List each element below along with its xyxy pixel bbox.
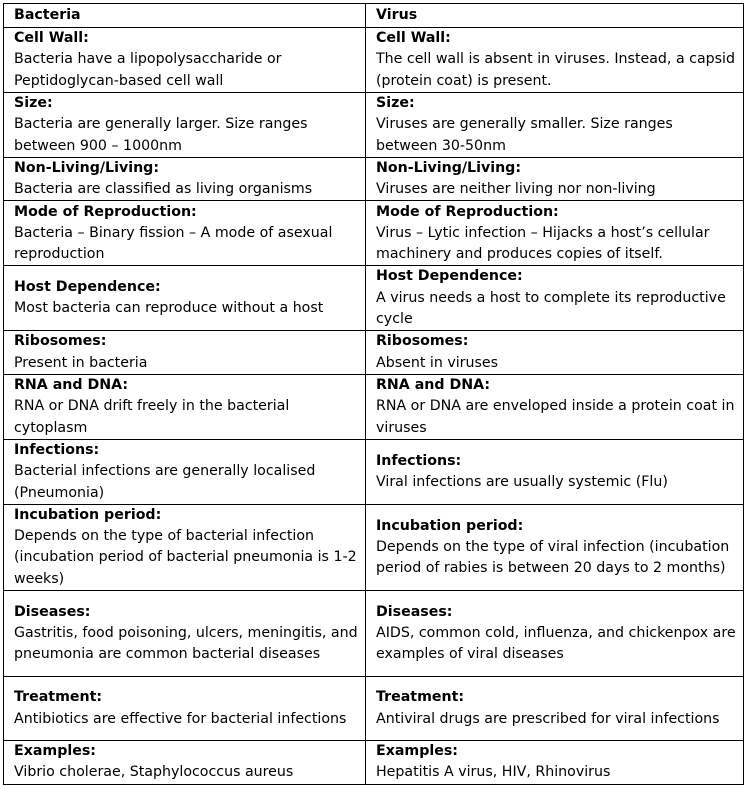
virus-cell — [366, 28, 744, 93]
row-text: Viruses are neither living nor non-living — [376, 181, 656, 198]
row-text: Present in bacteria — [14, 354, 148, 371]
header-virus: Virus — [366, 4, 744, 28]
row-text: RNA or DNA drift freely in the bacterial cytoplasm — [14, 398, 290, 436]
bacteria-cell — [4, 93, 366, 158]
table-row — [4, 28, 744, 93]
row-label: Examples: — [376, 743, 458, 760]
row-label: Cell Wall: — [14, 30, 89, 47]
virus-cell — [366, 374, 744, 439]
virus-cell — [366, 591, 744, 677]
table-row — [4, 157, 744, 201]
comparison-table-wrapper — [3, 3, 744, 785]
row-text: Antibiotics are effective for bacterial infections — [14, 710, 347, 727]
row-label: Treatment: — [14, 689, 103, 706]
table-row — [4, 439, 744, 504]
row-text: Bacteria – Binary fission – A mode of asexual reproduction — [14, 224, 333, 263]
table-row — [4, 331, 744, 375]
row-label: Cell Wall: — [376, 30, 451, 47]
bacteria-cell — [4, 374, 366, 439]
row-text: Bacteria are classified as living organisms — [14, 181, 313, 198]
row-label: Host Dependence: — [14, 279, 161, 296]
row-label: RNA and DNA: — [376, 376, 491, 393]
row-label: Infections: — [14, 441, 100, 458]
virus-cell — [366, 266, 744, 331]
bacteria-cell — [4, 28, 366, 93]
table-row — [4, 266, 744, 331]
table-row — [4, 504, 744, 590]
bacteria-cell — [4, 266, 366, 331]
row-label: Ribosomes: — [14, 333, 107, 350]
table-row — [4, 201, 744, 266]
row-label: Host Dependence: — [376, 268, 523, 285]
row-text: RNA or DNA are enveloped inside a protein coat in viruses — [376, 398, 735, 436]
row-text: Virus – Lytic infection – Hijacks a host’s cellular machinery and produces copies of itself. — [376, 224, 710, 263]
row-label: Mode of Reproduction: — [376, 203, 559, 220]
row-label: Mode of Reproduction: — [14, 203, 197, 220]
header-row — [4, 4, 744, 28]
virus-cell — [366, 93, 744, 158]
bacteria-cell — [4, 741, 366, 785]
row-text: The cell wall is absent in viruses. Instead, a capsid (protein coat) is present. — [376, 51, 735, 89]
row-text: Bacteria are generally larger. Size ranges between 900 – 1000nm — [14, 116, 308, 154]
table-row — [4, 374, 744, 439]
table-row — [4, 741, 744, 785]
row-text: Viral infections are usually systemic (Flu) — [376, 473, 668, 490]
row-label: Size: — [376, 95, 415, 111]
virus-cell — [366, 504, 744, 590]
row-text: Depends on the type of viral infection (incubation period of rabies is between 20 days to 2 months) — [376, 538, 730, 577]
row-text: Vibrio cholerae, Staphylococcus aureus — [14, 764, 294, 781]
row-label: Non-Living/Living: — [14, 159, 160, 176]
row-label: Infections: — [376, 452, 462, 469]
row-label: Incubation period: — [376, 517, 524, 534]
row-text: Absent in viruses — [376, 354, 499, 371]
bacteria-cell — [4, 591, 366, 677]
virus-cell — [366, 331, 744, 375]
row-label: RNA and DNA: — [14, 376, 129, 393]
row-text: Gastritis, food poisoning, ulcers, meningitis, and pneumonia are common bacterial diseases — [14, 624, 358, 663]
row-label: Ribosomes: — [376, 333, 469, 350]
bacteria-cell — [4, 331, 366, 375]
row-label: Examples: — [14, 743, 96, 760]
bacteria-virus-comparison-table — [3, 3, 744, 785]
row-label: Size: — [14, 95, 53, 111]
virus-cell — [366, 677, 744, 741]
table-row — [4, 93, 744, 158]
bacteria-cell — [4, 677, 366, 741]
row-label: Diseases: — [376, 603, 453, 620]
row-text: Most bacteria can reproduce without a host — [14, 300, 324, 317]
table-row — [4, 591, 744, 677]
virus-cell — [366, 741, 744, 785]
virus-cell — [366, 157, 744, 201]
row-text: Hepatitis A virus, HIV, Rhinovirus — [376, 764, 611, 781]
bacteria-cell — [4, 157, 366, 201]
row-label: Non-Living/Living: — [376, 159, 522, 176]
row-label: Diseases: — [14, 603, 91, 620]
bacteria-cell — [4, 439, 366, 504]
row-text: Viruses are generally smaller. Size ranges between 30-50nm — [376, 116, 673, 154]
table-row — [4, 677, 744, 741]
row-text: Bacteria have a lipopolysaccharide or Peptidoglycan-based cell wall — [14, 51, 282, 89]
bacteria-cell — [4, 504, 366, 590]
row-text: AIDS, common cold, influenza, and chickenpox are examples of viral diseases — [376, 624, 736, 663]
row-label: Treatment: — [376, 689, 465, 706]
row-text: Depends on the type of bacterial infection (incubation period of bacterial pneumonia is 1-2 weeks) — [14, 528, 357, 587]
row-text: Antiviral drugs are prescribed for viral infections — [376, 710, 720, 727]
bacteria-cell — [4, 201, 366, 266]
header-bacteria: Bacteria — [4, 4, 366, 28]
virus-cell — [366, 439, 744, 504]
row-text: A virus needs a host to complete its reproductive cycle — [376, 289, 726, 328]
virus-cell — [366, 201, 744, 266]
row-label: Incubation period: — [14, 506, 162, 523]
row-text: Bacterial infections are generally localised (Pneumonia) — [14, 463, 316, 501]
